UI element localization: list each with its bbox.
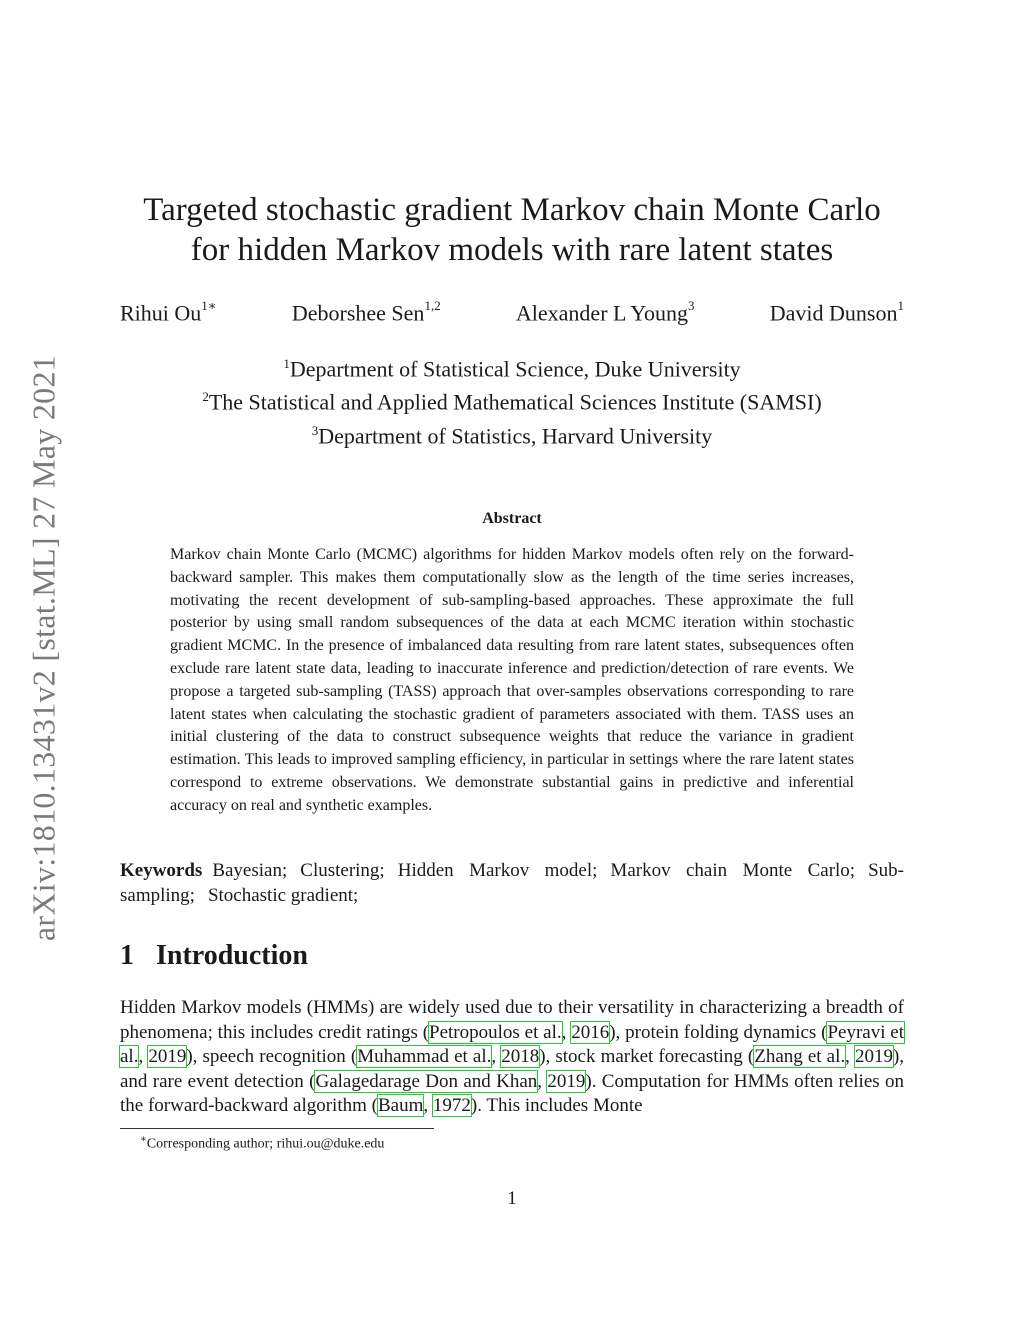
citation-year-link[interactable]: 2019 xyxy=(148,1046,187,1067)
introduction-paragraph: Hidden Markov models (HMMs) are widely used due to their versatility in characterizing a breadth of phenomena; this includes credit ratings (Petropoulos et al., 2016), protein folding dynamics (Peyravi et al., 2019), speech recognition (Muhammad et al., 2018), stock market forecasting (Zhang et al., 2019), and rare event detection (Galagedarage Don and Khan, 2019). Computation for HMMs often relies on the forward-backward algorithm (Baum, 1972). This includes Monte xyxy=(120,997,905,1116)
abstract-text: Markov chain Monte Carlo (MCMC) algorithms for hidden Markov models often rely on the forward-backward sampler. This makes them computationally slow as the length of the time series increases, motivating the recent development of sub-sampling-based approaches. These approximate the full posterior by using small random subsequences of the data at each MCMC iteration within stochastic gradient MCMC. In the presence of imbalanced data resulting from rare latent states, subsequences often exclude rare latent state data, leading to inaccurate inference and prediction/detection of rare events. We propose a targeted sub-sampling (TASS) approach that over-samples observations corresponding to rare latent states when calculating the stochastic gradient of parameters associated with them. TASS uses an initial clustering of the data to construct subsequence weights that reduce the variance in gradient estimation. This leads to improved sampling efficiency, in particular in settings where the rare latent states correspond to extreme observations. We demonstrate substantial gains in predictive and inferential accuracy on real and synthetic examples. xyxy=(170,546,854,814)
citation-year-link[interactable]: 2019 xyxy=(854,1046,893,1067)
citation-link[interactable]: Galagedarage Don and Khan xyxy=(315,1070,538,1092)
keyword: Sub-sampling; xyxy=(120,860,904,906)
title-line-2: for hidden Markov models with rare latent states xyxy=(190,232,834,268)
citation-link[interactable]: Zhang et al. xyxy=(754,1046,846,1067)
citation-year-link[interactable]: 2016 xyxy=(571,1021,610,1043)
keyword: Markov chain Monte Carlo; xyxy=(610,860,856,881)
keywords-label: Keywords xyxy=(120,860,203,881)
author-list xyxy=(120,300,904,326)
keywords-block xyxy=(120,858,904,908)
footnote: ∗Corresponding author; rihui.ou@duke.edu xyxy=(140,1134,385,1152)
footnote-divider xyxy=(120,1128,434,1129)
keyword: Bayesian; xyxy=(212,860,288,881)
keyword: Clustering; xyxy=(300,860,385,881)
citation-year-link[interactable]: 2018 xyxy=(501,1046,540,1067)
paper-title xyxy=(0,190,1024,270)
section-heading xyxy=(120,940,308,972)
section-title: Introduction xyxy=(156,940,308,971)
keyword: Stochastic gradient; xyxy=(207,885,359,906)
affiliation-list xyxy=(0,350,1024,450)
citation-link[interactable]: Petropoulos et al. xyxy=(429,1021,562,1043)
author: Alexander L Young$^3$ xyxy=(515,298,695,326)
affiliation: $^3$Department of Statistics, Harvard University xyxy=(311,422,713,448)
section-number: 1 xyxy=(120,940,134,971)
author: David Dunson$^1$ xyxy=(769,298,904,326)
abstract-heading: Abstract xyxy=(482,510,542,527)
citation-link[interactable]: Muhammad et al. xyxy=(357,1046,492,1067)
author: Rihui $Ou^{1∗}$ xyxy=(120,298,217,326)
citation-link[interactable]: Baum xyxy=(377,1095,424,1116)
affiliation: $^1$Department of Statistical Science, Duke University xyxy=(283,356,741,382)
citation-year-link[interactable]: 2019 xyxy=(547,1070,586,1092)
author: Deborshee Sen$^{1,2}$ xyxy=(291,298,441,326)
citation-link[interactable]: Peyravi et al. xyxy=(120,1021,905,1067)
affiliation: $^2$The Statistical and Applied Mathematical Sciences Institute (SAMSI) xyxy=(202,389,822,415)
title-line-1: Targeted stochastic gradient Markov chain Monte Carlo xyxy=(143,192,881,228)
page-number: 1 xyxy=(507,1188,517,1209)
keyword: Hidden Markov model; xyxy=(397,860,598,881)
citation-year-link[interactable]: 1972 xyxy=(432,1095,471,1116)
arxiv-identifier: arXiv:1810.13431v2 [stat.ML] 27 May 2021 xyxy=(25,354,62,942)
